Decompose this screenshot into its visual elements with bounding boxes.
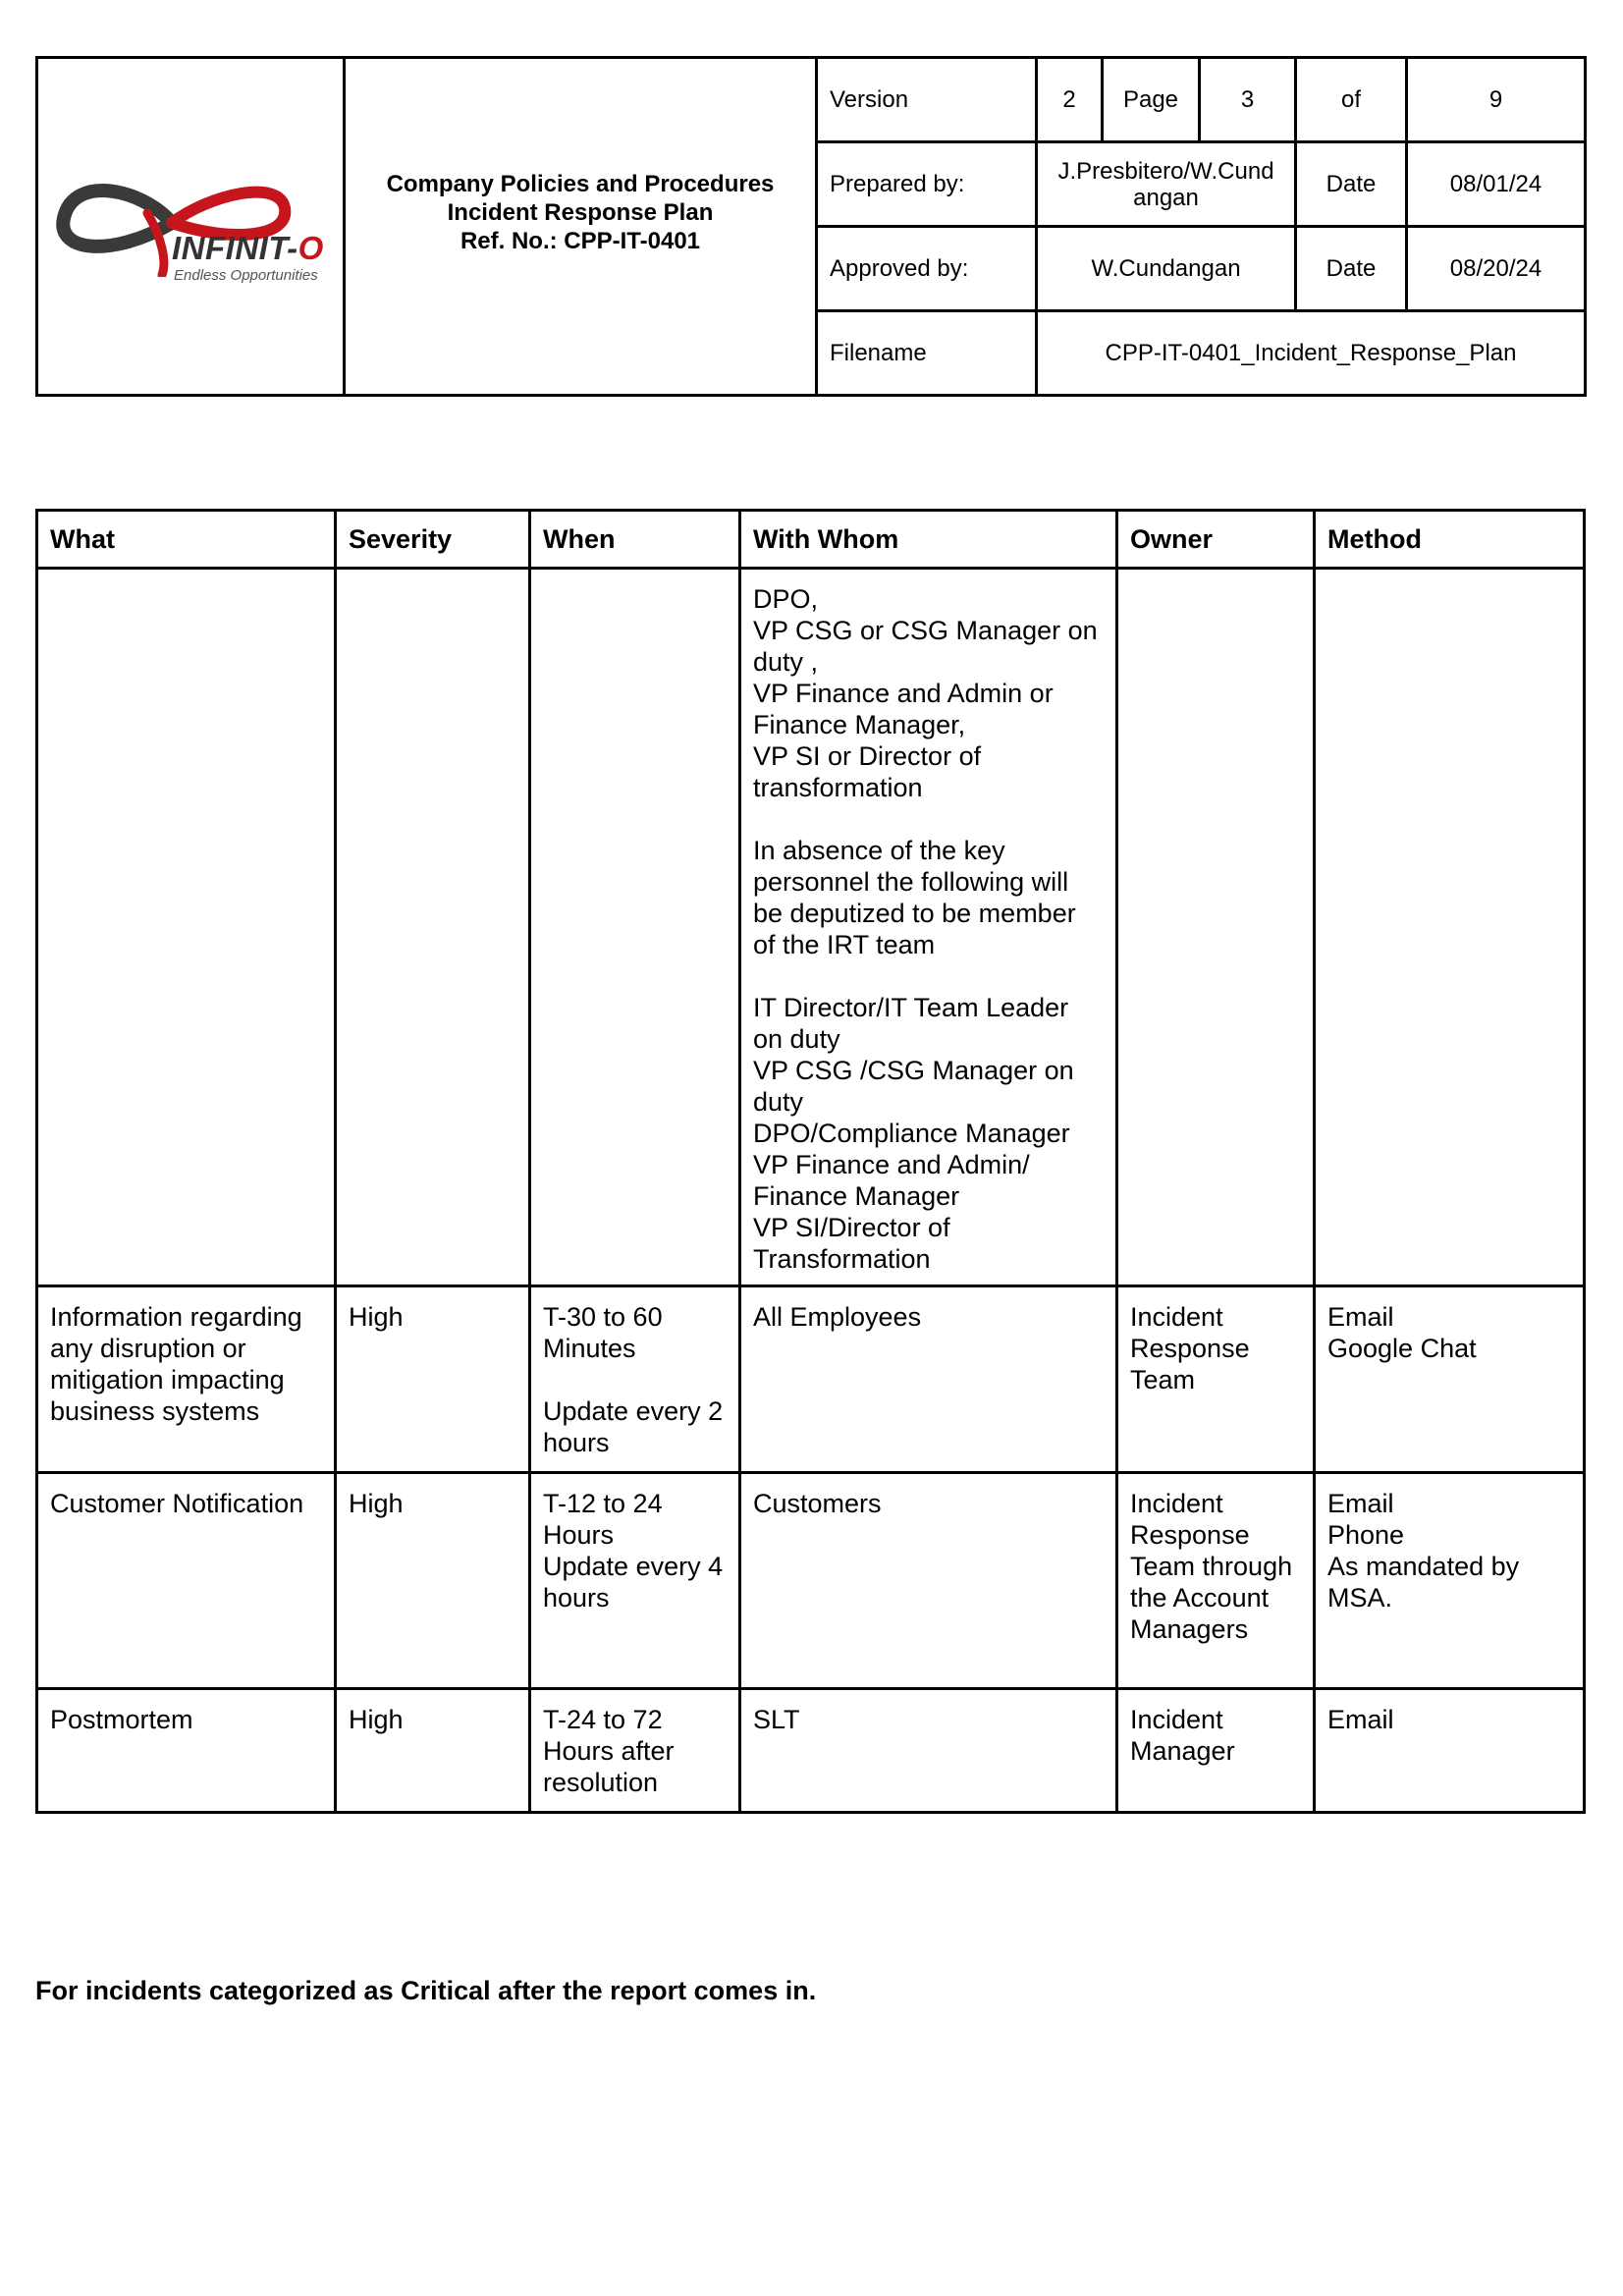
approved-by-label: Approved by:: [818, 228, 1038, 312]
cell-when: T-12 to 24 Hours Update every 4 hours: [530, 1473, 740, 1689]
document-header: [35, 56, 1587, 397]
table-row: [37, 569, 1585, 1286]
cell-with-whom: Customers: [740, 1473, 1117, 1689]
column-header-owner: Owner: [1117, 511, 1315, 569]
filename-value: CPP-IT-0401_Incident_Response_Plan: [1105, 340, 1517, 366]
page-value: 3: [1201, 59, 1297, 143]
column-header-severity: Severity: [336, 511, 530, 569]
version-label: Version: [818, 59, 1038, 143]
table-header-row: [37, 511, 1585, 569]
cell-method: [1315, 569, 1585, 1286]
cell-owner: Incident Response Team: [1117, 1286, 1315, 1473]
cell-owner: [1117, 569, 1315, 1286]
approved-date-label: Date: [1297, 228, 1408, 312]
communication-table: [35, 509, 1586, 1814]
logo-cell: [38, 59, 346, 394]
table-row: [37, 1473, 1585, 1689]
cell-owner: Incident Response Team through the Account Managers: [1117, 1473, 1315, 1689]
version-value: 2: [1038, 59, 1104, 143]
column-header-with-whom: With Whom: [740, 511, 1117, 569]
prepared-by-value: J.Presbitero/W.Cundangan: [1038, 143, 1297, 228]
cell-what: [37, 569, 336, 1286]
table-row: [37, 1286, 1585, 1473]
document-title: [346, 59, 818, 394]
cell-method: Email Google Chat: [1315, 1286, 1585, 1473]
column-header-method: Method: [1315, 511, 1585, 569]
title-line-ref: Ref. No.: CPP-IT-0401: [460, 228, 701, 254]
title-line-plan: Incident Response Plan: [447, 199, 714, 226]
cell-with-whom: DPO, VP CSG or CSG Manager on duty , VP Finance and Admin or Finance Manager, VP SI or Director of transformation In absence of the key personnel the following will be deputized to be member of the IRT team IT Director/IT Team Leader on duty VP CSG /CSG Manager on duty DPO/Compliance Manager VP Finance and Admin/ Finance Manager VP SI/Director of Transformation: [740, 569, 1117, 1286]
of-value: 9: [1408, 59, 1584, 143]
document-metadata: [818, 59, 1584, 394]
filename-label: Filename: [818, 312, 1038, 394]
cell-what: Postmortem: [37, 1689, 336, 1813]
prepared-by-label: Prepared by:: [818, 143, 1038, 228]
cell-with-whom: SLT: [740, 1689, 1117, 1813]
critical-incidents-heading: For incidents categorized as Critical after the report comes in.: [35, 1976, 817, 2005]
cell-method: Email: [1315, 1689, 1585, 1813]
cell-when: [530, 569, 740, 1286]
of-label: of: [1297, 59, 1408, 143]
cell-severity: High: [336, 1286, 530, 1473]
page-label: Page: [1104, 59, 1201, 143]
cell-when: T-24 to 72 Hours after resolution: [530, 1689, 740, 1813]
column-header-when: When: [530, 511, 740, 569]
cell-when: T-30 to 60 Minutes Update every 2 hours: [530, 1286, 740, 1473]
cell-owner: Incident Manager: [1117, 1689, 1315, 1813]
cell-what: Information regarding any disruption or mitigation impacting business systems: [37, 1286, 336, 1473]
logo-wordmark: INFINIT-O: [172, 230, 324, 266]
cell-method: Email Phone As mandated by MSA.: [1315, 1473, 1585, 1689]
prepared-date-value: 08/01/24: [1408, 143, 1584, 228]
approved-date-value: 08/20/24: [1408, 228, 1584, 312]
prepared-date-label: Date: [1297, 143, 1408, 228]
table-row: [37, 1689, 1585, 1813]
logo-tagline: Endless Opportunities: [174, 267, 318, 284]
cell-with-whom: All Employees: [740, 1286, 1117, 1473]
title-line-policies: Company Policies and Procedures: [386, 171, 775, 197]
cell-what: Customer Notification: [37, 1473, 336, 1689]
column-header-what: What: [37, 511, 336, 569]
approved-by-value: W.Cundangan: [1038, 228, 1297, 312]
cell-severity: High: [336, 1689, 530, 1813]
cell-severity: High: [336, 1473, 530, 1689]
cell-severity: [336, 569, 530, 1286]
